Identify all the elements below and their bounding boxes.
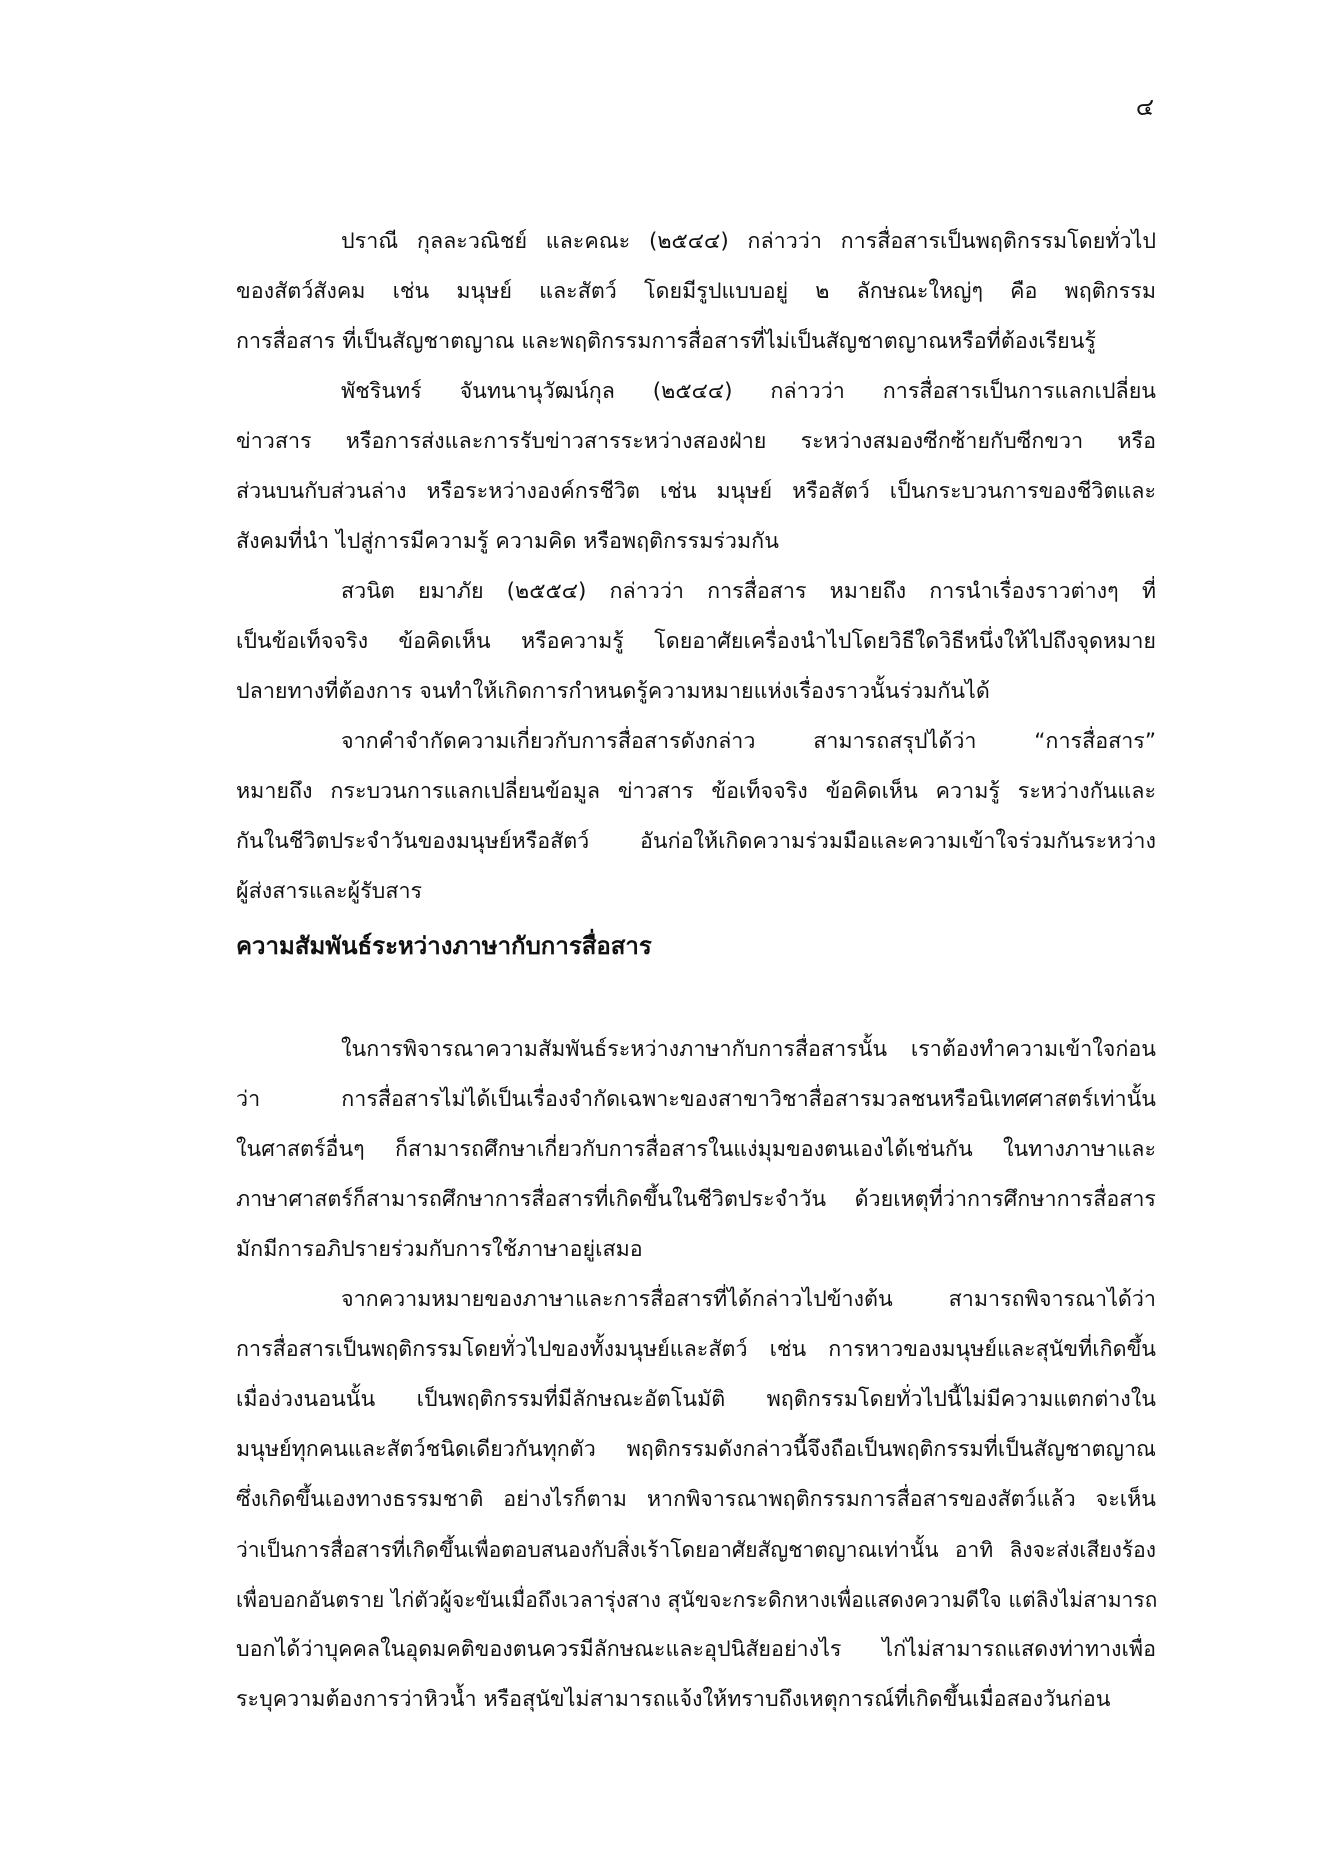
text-line: หมายถึง กระบวนการแลกเปลี่ยนข้อมูล ข่าวสาร ข้อเท็จจริง ข้อคิดเห็น ความรู้ ระหว่างกันและ	[236, 779, 1156, 804]
text-line: จากความหมายของภาษาและการสื่อสารที่ได้กล่าวไปข้างต้น สามารถพิจารณาได้ว่า	[341, 1287, 1156, 1312]
text-line: มนุษย์ทุกคนและสัตว์ชนิดเดียวกันทุกตัว พฤติกรรมดังกล่าวนี้จึงถือเป็นพฤติกรรมที่เป็นสัญชาตญาณ	[236, 1437, 1156, 1462]
text-line: มักมีการอภิปรายร่วมกับการใช้ภาษาอยู่เสมอ	[236, 1237, 643, 1262]
text-line: ปลายทางที่ต้องการ จนทำให้เกิดการกำหนดรู้ความหมายแห่งเรื่องราวนั้นร่วมกันได้	[236, 679, 990, 704]
text-line: พัชรินทร์ จันทนานุวัฒน์กุล (๒๕๔๔) กล่าวว่า การสื่อสารเป็นการแลกเปลี่ยน	[341, 379, 1156, 404]
text-line: ปราณี กุลละวณิชย์ และคณะ (๒๕๔๔) กล่าวว่า การสื่อสารเป็นพฤติกรรมโดยทั่วไป	[341, 229, 1156, 254]
text-line: บอกได้ว่าบุคคลในอุดมคติของตนควรมีลักษณะและอุปนิสัยอย่างไร ไก่ไม่สามารถแสดงท่าทางเพื่อ	[236, 1637, 1156, 1662]
text-line: ผู้ส่งสารและผู้รับสาร	[236, 879, 423, 904]
text-line: ภาษาศาสตร์ก็สามารถศึกษาการสื่อสารที่เกิดขึ้นในชีวิตประจำวัน ด้วยเหตุที่ว่าการศึกษาการสื่อสาร	[236, 1187, 1156, 1212]
text-line: ของสัตว์สังคม เช่น มนุษย์ และสัตว์ โดยมีรูปแบบอยู่ ๒ ลักษณะใหญ่ๆ คือ พฤติกรรม	[236, 279, 1156, 304]
page-number: ๔	[1135, 93, 1154, 121]
text-line: ข่าวสาร หรือการส่งและการรับข่าวสารระหว่างสองฝ่าย ระหว่างสมองซีกซ้ายกับซีกขวา หรือ	[236, 429, 1156, 454]
text-line: เป็นข้อเท็จจริง ข้อคิดเห็น หรือความรู้ โดยอาศัยเครื่องนำไปโดยวิธีใดวิธีหนึ่งให้ไปถึงจุดหมาย	[236, 629, 1156, 654]
text-line: ในศาสตร์อื่นๆ ก็สามารถศึกษาเกี่ยวกับการสื่อสารในแง่มุมของตนเองได้เช่นกัน ในทางภาษาและ	[236, 1137, 1156, 1162]
text-line: เมื่อง่วงนอนนั้น เป็นพฤติกรรมที่มีลักษณะอัตโนมัติ พฤติกรรมโดยทั่วไปนี้ไม่มีความแตกต่างใน	[236, 1387, 1156, 1412]
section-language-communication	[236, 1025, 1156, 1725]
text-line: ซึ่งเกิดขึ้นเองทางธรรมชาติ อย่างไรก็ตาม หากพิจารณาพฤติกรรมการสื่อสารของสัตว์แล้ว จะเห็น	[236, 1487, 1156, 1512]
text-line: ในการพิจารณาความสัมพันธ์ระหว่างภาษากับการสื่อสารนั้น เราต้องทำความเข้าใจก่อน	[341, 1037, 1156, 1062]
text-line: ว่าเป็นการสื่อสารที่เกิดขึ้นเพื่อตอบสนองกับสิ่งเร้าโดยอาศัยสัญชาตญาณเท่านั้น อาทิ ลิงจะส่งเสียงร้อง	[236, 1538, 1156, 1562]
text-line: จากคำจำกัดความเกี่ยวกับการสื่อสารดังกล่าว สามารถสรุปได้ว่า “การสื่อสาร”	[341, 729, 1156, 754]
section-heading: ความสัมพันธ์ระหว่างภาษากับการสื่อสาร	[236, 932, 652, 960]
text-line: เพื่อบอกอันตราย ไก่ตัวผู้จะขันเมื่อถึงเวลารุ่งสาง สุนัขจะกระดิกหางเพื่อแสดงความดีใจ แต่ลิงไม่สามารถ	[236, 1588, 1158, 1612]
text-line: การสื่อสาร ที่เป็นสัญชาตญาณ และพฤติกรรมการสื่อสารที่ไม่เป็นสัญชาตญาณหรือที่ต้องเรียนรู้	[236, 329, 1096, 354]
text-line: ว่า การสื่อสารไม่ได้เป็นเรื่องจำกัดเฉพาะของสาขาวิชาสื่อสารมวลชนหรือนิเทศศาสตร์เท่านั้น	[236, 1087, 1156, 1112]
text-line: สังคมที่นำ ไปสู่การมีความรู้ ความคิด หรือพฤติกรรมร่วมกัน	[236, 529, 779, 554]
section-definitions	[236, 217, 1156, 917]
text-line: สวนิต ยมาภัย (๒๕๕๔) กล่าวว่า การสื่อสาร หมายถึง การนำเรื่องราวต่างๆ ที่	[341, 579, 1156, 604]
text-line: การสื่อสารเป็นพฤติกรรมโดยทั่วไปของทั้งมนุษย์และสัตว์ เช่น การหาวของมนุษย์และสุนัขที่เกิดขึ้น	[236, 1337, 1156, 1362]
text-line: ระบุความต้องการว่าหิวน้ำ หรือสุนัขไม่สามารถแจ้งให้ทราบถึงเหตุการณ์ที่เกิดขึ้นเมื่อสองวันก่อน	[236, 1687, 1111, 1712]
text-line: ส่วนบนกับส่วนล่าง หรือระหว่างองค์กรชีวิต เช่น มนุษย์ หรือสัตว์ เป็นกระบวนการของชีวิตและ	[236, 479, 1156, 504]
text-line: กันในชีวิตประจำวันของมนุษย์หรือสัตว์ อันก่อให้เกิดความร่วมมือและความเข้าใจร่วมกันระหว่าง	[236, 829, 1156, 854]
